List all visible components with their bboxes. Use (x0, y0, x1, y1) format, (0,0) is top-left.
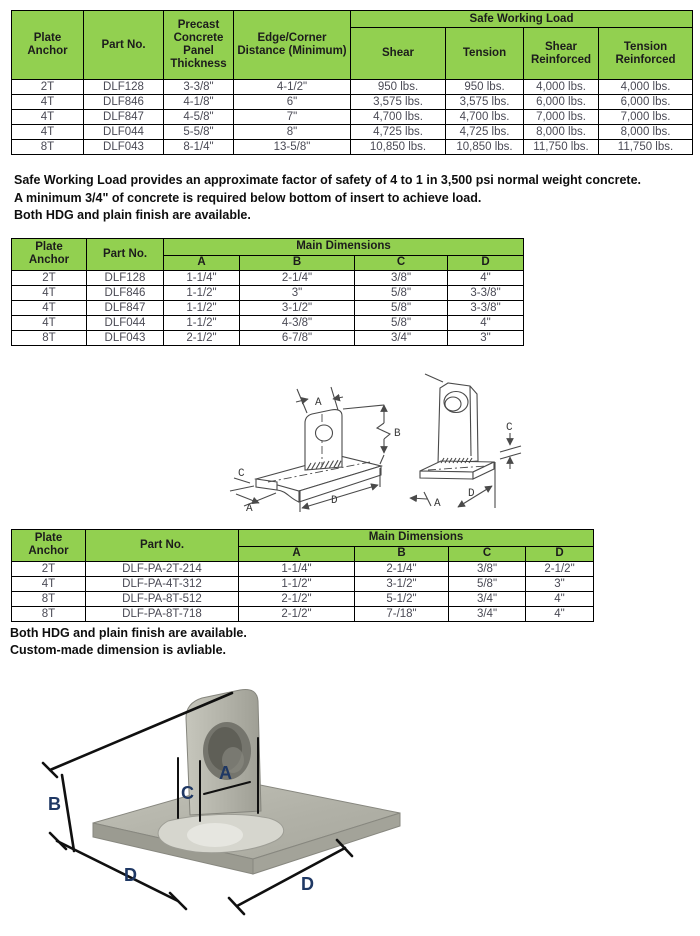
table-cell: 2-1/2" (164, 330, 240, 345)
table-cell: 5/8" (355, 315, 448, 330)
table-row (12, 125, 693, 140)
table-cell: 3,575 lbs. (446, 95, 524, 110)
table-cell: 3" (526, 576, 594, 591)
col-header-plate-anchor: Plate Anchor (12, 238, 87, 270)
table-row (12, 300, 524, 315)
table-cell: 8,000 lbs. (599, 125, 693, 140)
col-header-precast-thickness: Precast Concrete Panel Thickness (164, 11, 234, 80)
table-cell: 8T (12, 330, 87, 345)
table-cell: 6,000 lbs. (599, 95, 693, 110)
table-cell: 4" (448, 315, 524, 330)
table-cell: DLF044 (84, 125, 164, 140)
table-cell: 8-1/4" (164, 140, 234, 155)
table-cell: 4,700 lbs. (446, 110, 524, 125)
table-row (12, 140, 693, 155)
table-row (12, 270, 524, 285)
note-line: Both HDG and plain finish are available. (14, 208, 251, 222)
table-cell: 8T (12, 140, 84, 155)
table-cell: 3" (448, 330, 524, 345)
table-cell: 13-5/8" (234, 140, 351, 155)
table-cell: DLF-PA-2T-214 (86, 561, 239, 576)
table-cell: 1-1/2" (239, 576, 355, 591)
table-cell: 6" (234, 95, 351, 110)
table-cell: 7-/18" (355, 606, 449, 621)
dim-label-d: D (331, 494, 338, 507)
right-anchor-view (410, 374, 521, 510)
table-cell: 4T (12, 300, 87, 315)
table-row (12, 315, 524, 330)
table-cell: 3-3/8" (448, 285, 524, 300)
table-row (12, 80, 693, 95)
safe-working-load-notes (14, 172, 700, 225)
note-line: Both HDG and plain finish are available. (10, 625, 247, 640)
table-cell: 5/8" (449, 576, 526, 591)
table-cell: 4,725 lbs. (351, 125, 446, 140)
table-cell: 4T (12, 110, 84, 125)
dim-label-c-left: C (238, 467, 245, 480)
table-cell: 950 lbs. (446, 80, 524, 95)
table-cell: 7,000 lbs. (599, 110, 693, 125)
table-row (12, 110, 693, 125)
col-header-dim-d: D (526, 546, 594, 561)
table-cell: 1-1/2" (164, 315, 240, 330)
table-cell: 1-1/2" (164, 285, 240, 300)
table-cell: 4-1/2" (234, 80, 351, 95)
table-cell: 7,000 lbs. (524, 110, 599, 125)
table-cell: DLF128 (87, 270, 164, 285)
table-cell: 8T (12, 591, 86, 606)
table-cell: 11,750 lbs. (524, 140, 599, 155)
table-cell: DLF-PA-4T-312 (86, 576, 239, 591)
plate-anchor-product (93, 689, 400, 874)
table-cell: 6-7/8" (240, 330, 355, 345)
table-cell: 4" (526, 591, 594, 606)
table-cell: DLF846 (87, 285, 164, 300)
finish-notes (10, 625, 700, 660)
table-cell: 3" (240, 285, 355, 300)
table-cell: 1-1/2" (164, 300, 240, 315)
table-cell: 4" (448, 270, 524, 285)
col-header-plate-anchor: Plate Anchor (12, 11, 84, 80)
col-header-dim-a: A (164, 255, 240, 270)
table-cell: 11,750 lbs. (599, 140, 693, 155)
table-cell: 4-1/8" (164, 95, 234, 110)
col-header-part-no: Part No. (86, 529, 239, 561)
table-cell: 6,000 lbs. (524, 95, 599, 110)
safe-working-load-table (11, 10, 693, 155)
table-cell: 4-5/8" (164, 110, 234, 125)
table-cell: 3/4" (449, 591, 526, 606)
table-cell: 2T (12, 270, 87, 285)
note-line: Safe Working Load provides an approximate factor of safety of 4 to 1 in 3,500 psi normal weight concrete. (14, 173, 642, 187)
col-header-plate-anchor: Plate Anchor (12, 529, 86, 561)
table-cell: 1-1/4" (239, 561, 355, 576)
table-cell: 10,850 lbs. (446, 140, 524, 155)
table-cell: 4T (12, 95, 84, 110)
table-cell: 8T (12, 606, 86, 621)
dim-label-b: B (394, 427, 401, 440)
table-cell: DLF847 (87, 300, 164, 315)
table-cell: 4-3/8" (240, 315, 355, 330)
table-cell: 2-1/2" (239, 591, 355, 606)
dim-label-a-bottom: A (246, 502, 253, 515)
main-dimensions-table-dlf (11, 238, 524, 346)
table-row (12, 95, 693, 110)
col-header-dim-b: B (355, 546, 449, 561)
photo-label-a: A (219, 762, 232, 783)
col-header-shear-reinforced: Shear Reinforced (524, 28, 599, 80)
table-cell: 3-1/2" (355, 576, 449, 591)
table-cell: 8" (234, 125, 351, 140)
col-header-part-no: Part No. (87, 238, 164, 270)
table-cell: 2-1/4" (355, 561, 449, 576)
table-cell: 7" (234, 110, 351, 125)
table-cell: 4T (12, 576, 86, 591)
table-cell: 5/8" (355, 300, 448, 315)
table-cell: 3/8" (355, 270, 448, 285)
table-row (12, 285, 524, 300)
table-cell: 5/8" (355, 285, 448, 300)
col-header-safe-working-load: Safe Working Load (351, 11, 693, 28)
dim-label-d-right: D (468, 487, 475, 500)
table-cell: 3/8" (449, 561, 526, 576)
table-cell: 10,850 lbs. (351, 140, 446, 155)
col-header-main-dimensions: Main Dimensions (239, 529, 594, 546)
table-cell: 950 lbs. (351, 80, 446, 95)
col-header-dim-d: D (448, 255, 524, 270)
table-cell: 4T (12, 125, 84, 140)
table-cell: 4,725 lbs. (446, 125, 524, 140)
col-header-main-dimensions: Main Dimensions (164, 238, 524, 255)
table-cell: 2-1/4" (240, 270, 355, 285)
table-cell: 5-5/8" (164, 125, 234, 140)
col-header-edge-corner: Edge/Corner Distance (Minimum) (234, 11, 351, 80)
table-cell: 3/4" (449, 606, 526, 621)
table-cell: 2T (12, 80, 84, 95)
table-cell: 3-1/2" (240, 300, 355, 315)
photo-label-b: B (48, 793, 61, 814)
table-cell: 3,575 lbs. (351, 95, 446, 110)
main-dimensions-table-dlf-pa (11, 529, 594, 622)
dim-label-a-top: A (315, 396, 322, 409)
table-cell: DLF043 (84, 140, 164, 155)
table-cell: DLF-PA-8T-512 (86, 591, 239, 606)
table-cell: 3-3/8" (448, 300, 524, 315)
table-cell: DLF846 (84, 95, 164, 110)
plate-anchor-photo (0, 663, 700, 929)
dim-label-c-right: C (506, 421, 513, 434)
col-header-tension-reinforced: Tension Reinforced (599, 28, 693, 80)
left-anchor-view (230, 387, 401, 515)
table-cell: DLF-PA-8T-718 (86, 606, 239, 621)
table-cell: 1-1/4" (164, 270, 240, 285)
photo-label-c: C (181, 782, 194, 803)
dim-label-a-right: A (434, 497, 441, 510)
table-cell: 2-1/2" (239, 606, 355, 621)
table-cell: DLF044 (87, 315, 164, 330)
col-header-dim-b: B (240, 255, 355, 270)
table-row (12, 606, 594, 621)
col-header-tension: Tension (446, 28, 524, 80)
col-header-dim-a: A (239, 546, 355, 561)
table-cell: 3-3/8" (164, 80, 234, 95)
table-cell: 4T (12, 285, 87, 300)
table-row (12, 576, 594, 591)
col-header-dim-c: C (355, 255, 448, 270)
table-cell: 4,000 lbs. (524, 80, 599, 95)
col-header-dim-c: C (449, 546, 526, 561)
table-cell: 3/4" (355, 330, 448, 345)
table-cell: 4,700 lbs. (351, 110, 446, 125)
table-cell: 4,000 lbs. (599, 80, 693, 95)
table-row (12, 591, 594, 606)
table-cell: DLF043 (87, 330, 164, 345)
note-line: A minimum 3/4" of concrete is required below bottom of insert to achieve load. (14, 190, 482, 205)
table-cell: 4T (12, 315, 87, 330)
table-row (12, 561, 594, 576)
table-cell: DLF847 (84, 110, 164, 125)
table-cell: 5-1/2" (355, 591, 449, 606)
photo-label-d-left: D (124, 864, 137, 885)
table-cell: 2-1/2" (526, 561, 594, 576)
table-cell: 2T (12, 561, 86, 576)
col-header-part-no: Part No. (84, 11, 164, 80)
photo-label-d-right: D (301, 873, 314, 894)
note-line: Custom-made dimension is avliable. (10, 643, 227, 657)
anchor-dimension-drawing (0, 366, 700, 516)
table-cell: DLF128 (84, 80, 164, 95)
table-row (12, 330, 524, 345)
table-cell: 8,000 lbs. (524, 125, 599, 140)
table-cell: 4" (526, 606, 594, 621)
col-header-shear: Shear (351, 28, 446, 80)
